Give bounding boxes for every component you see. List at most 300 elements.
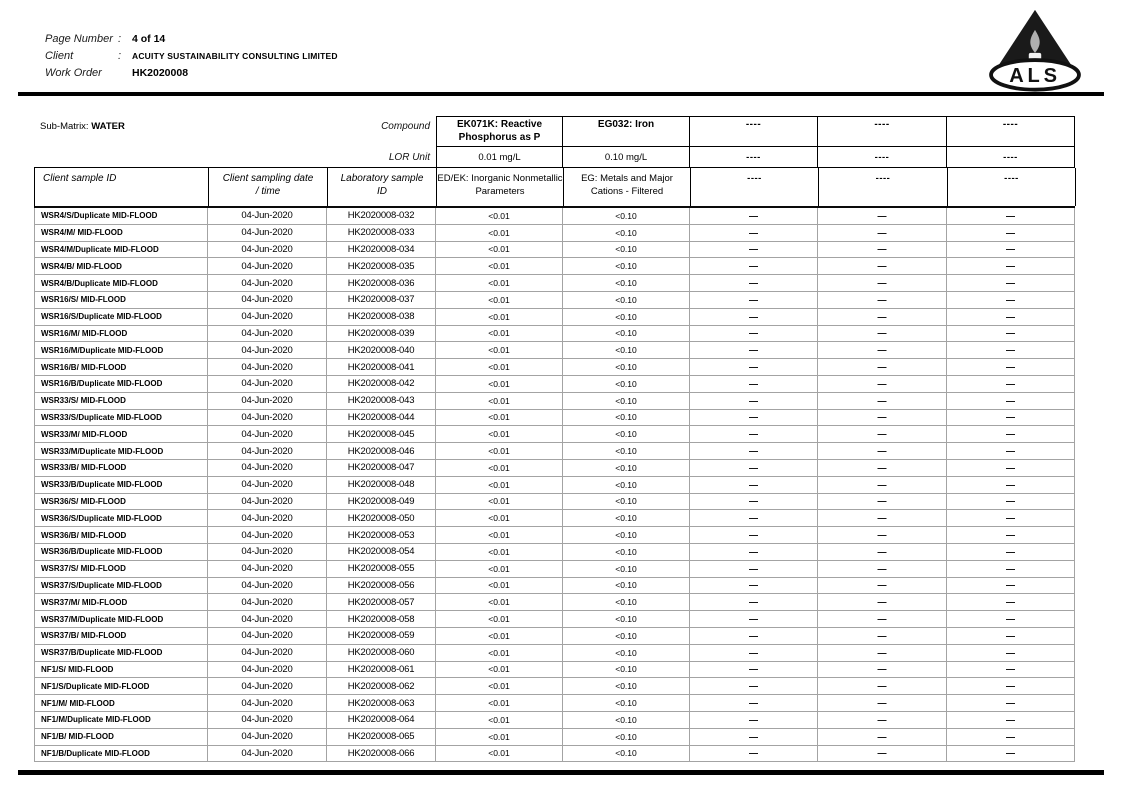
sampling-date-cell: 04-Jun-2020 <box>208 594 327 610</box>
value-cell: <0.10 <box>563 426 690 442</box>
sampling-date-cell: 04-Jun-2020 <box>208 611 327 627</box>
lab-sample-id-cell: HK2020008-058 <box>327 611 436 627</box>
value-cell: — <box>947 628 1075 644</box>
sampling-date-cell: 04-Jun-2020 <box>208 494 327 510</box>
value-cell: — <box>818 729 947 745</box>
compound-header-row <box>34 116 1075 147</box>
value-cell: — <box>690 460 818 476</box>
client-sample-id-cell: WSR16/B/Duplicate MID-FLOOD <box>35 376 208 392</box>
lab-sample-id-cell: HK2020008-032 <box>327 208 436 224</box>
value-cell: — <box>818 460 947 476</box>
value-cell: <0.01 <box>436 275 563 291</box>
value-cell: <0.01 <box>436 527 563 543</box>
sampling-date-cell: 04-Jun-2020 <box>208 443 327 459</box>
sampling-date-header <box>209 168 328 206</box>
value-cell: <0.01 <box>436 494 563 510</box>
value-cell: — <box>947 561 1075 577</box>
value-cell: — <box>818 410 947 426</box>
value-cell: <0.10 <box>563 292 690 308</box>
sampling-date-cell: 04-Jun-2020 <box>208 242 327 258</box>
value-cell: — <box>818 242 947 258</box>
value-cell: — <box>818 376 947 392</box>
value-cell: — <box>818 695 947 711</box>
sampling-date-cell: 04-Jun-2020 <box>208 376 327 392</box>
value-cell: <0.01 <box>436 729 563 745</box>
client-sample-id-cell: WSR37/B/Duplicate MID-FLOOD <box>35 645 208 661</box>
header-divider-rule <box>18 92 1104 96</box>
sampling-date-cell: 04-Jun-2020 <box>208 544 327 560</box>
work-order-value: HK2020008 <box>132 67 189 79</box>
value-cell: — <box>818 527 947 543</box>
value-cell: — <box>690 594 818 610</box>
page-header <box>45 33 338 84</box>
value-cell: — <box>690 326 818 342</box>
lor-placeholder-cell: ---- <box>818 147 947 167</box>
method-group-cell: EG: Metals and Major Cations - Filtered <box>564 168 691 206</box>
value-cell: <0.01 <box>436 242 563 258</box>
work-order-row <box>45 67 338 84</box>
sampling-date-cell: 04-Jun-2020 <box>208 309 327 325</box>
lab-sample-id-cell: HK2020008-061 <box>327 662 436 678</box>
value-cell: <0.10 <box>563 729 690 745</box>
value-cell: <0.01 <box>436 292 563 308</box>
value-cell: — <box>690 678 818 694</box>
table-row <box>35 594 1075 611</box>
value-cell: — <box>690 729 818 745</box>
value-cell: — <box>947 645 1075 661</box>
value-cell: — <box>947 460 1075 476</box>
value-cell: <0.01 <box>436 309 563 325</box>
table-row <box>35 326 1075 343</box>
client-sample-id-cell: NF1/B/ MID-FLOOD <box>35 729 208 745</box>
client-sample-id-cell: WSR36/B/Duplicate MID-FLOOD <box>35 544 208 560</box>
value-cell: <0.10 <box>563 527 690 543</box>
value-cell: — <box>818 275 947 291</box>
value-cell: <0.10 <box>563 561 690 577</box>
sampling-date-cell: 04-Jun-2020 <box>208 477 327 493</box>
lab-sample-id-cell: HK2020008-041 <box>327 359 436 375</box>
value-cell: — <box>690 611 818 627</box>
value-cell: <0.10 <box>563 594 690 610</box>
value-cell: <0.10 <box>563 460 690 476</box>
value-cell: — <box>690 477 818 493</box>
client-sample-id-cell: WSR37/S/ MID-FLOOD <box>35 561 208 577</box>
value-cell: <0.01 <box>436 561 563 577</box>
lor-unit-row <box>34 147 1075 167</box>
value-cell: — <box>690 292 818 308</box>
table-row <box>35 611 1075 628</box>
value-cell: <0.01 <box>436 443 563 459</box>
lab-sample-id-cell: HK2020008-050 <box>327 510 436 526</box>
value-cell: <0.01 <box>436 410 563 426</box>
client-sample-id-cell: NF1/B/Duplicate MID-FLOOD <box>35 746 208 762</box>
client-sample-id-cell: WSR33/S/Duplicate MID-FLOOD <box>35 410 208 426</box>
table-row <box>35 561 1075 578</box>
table-row <box>35 645 1075 662</box>
value-cell: <0.01 <box>436 695 563 711</box>
table-row <box>35 662 1075 679</box>
lab-sample-id-cell: HK2020008-044 <box>327 410 436 426</box>
value-cell: <0.10 <box>563 309 690 325</box>
value-cell: <0.01 <box>436 510 563 526</box>
lab-sample-id-cell: HK2020008-049 <box>327 494 436 510</box>
sampling-date-cell: 04-Jun-2020 <box>208 359 327 375</box>
table-row <box>35 225 1075 242</box>
value-cell: — <box>818 645 947 661</box>
sampling-date-cell: 04-Jun-2020 <box>208 510 327 526</box>
value-cell: — <box>690 258 818 274</box>
value-cell: — <box>690 225 818 241</box>
sampling-date-cell: 04-Jun-2020 <box>208 729 327 745</box>
lab-sample-id-cell: HK2020008-048 <box>327 477 436 493</box>
value-cell: <0.01 <box>436 611 563 627</box>
value-cell: <0.01 <box>436 746 563 762</box>
table-row <box>35 292 1075 309</box>
value-cell: — <box>818 662 947 678</box>
lor-cell: 0.10 mg/L <box>563 147 690 167</box>
als-logo-text: ALS <box>1009 65 1061 88</box>
table-row <box>35 426 1075 443</box>
value-cell: — <box>947 611 1075 627</box>
lab-sample-id-cell: HK2020008-038 <box>327 309 436 325</box>
sampling-date-cell: 04-Jun-2020 <box>208 695 327 711</box>
value-cell: <0.10 <box>563 611 690 627</box>
client-sample-id-cell: WSR37/S/Duplicate MID-FLOOD <box>35 578 208 594</box>
table-row <box>35 393 1075 410</box>
client-sample-id-cell: NF1/S/ MID-FLOOD <box>35 662 208 678</box>
lab-sample-id-cell: HK2020008-037 <box>327 292 436 308</box>
value-cell: <0.01 <box>436 225 563 241</box>
client-sample-id-cell: WSR36/S/ MID-FLOOD <box>35 494 208 510</box>
table-row <box>35 342 1075 359</box>
sampling-date-cell: 04-Jun-2020 <box>208 426 327 442</box>
lab-sample-id-cell: HK2020008-045 <box>327 426 436 442</box>
sub-matrix-label <box>40 121 125 132</box>
table-row <box>35 242 1075 259</box>
column-header-row <box>34 167 1075 208</box>
value-cell: <0.01 <box>436 460 563 476</box>
value-cell: — <box>818 477 947 493</box>
sampling-date-cell: 04-Jun-2020 <box>208 326 327 342</box>
client-sample-id-cell: WSR33/B/Duplicate MID-FLOOD <box>35 477 208 493</box>
value-cell: — <box>818 359 947 375</box>
sampling-date-cell: 04-Jun-2020 <box>208 678 327 694</box>
value-cell: <0.10 <box>563 510 690 526</box>
value-cell: — <box>818 225 947 241</box>
value-cell: — <box>690 527 818 543</box>
table-body <box>34 208 1075 762</box>
table-row <box>35 578 1075 595</box>
value-cell: — <box>818 326 947 342</box>
value-cell: <0.10 <box>563 242 690 258</box>
value-cell: — <box>818 510 947 526</box>
value-cell: <0.10 <box>563 326 690 342</box>
client-value: ACUITY SUSTAINABILITY CONSULTING LIMITED <box>132 51 338 61</box>
lab-sample-header-line2: ID <box>377 186 387 197</box>
lab-sample-id-cell: HK2020008-043 <box>327 393 436 409</box>
value-cell: — <box>690 494 818 510</box>
sampling-date-cell: 04-Jun-2020 <box>208 628 327 644</box>
sampling-date-cell: 04-Jun-2020 <box>208 645 327 661</box>
sampling-date-cell: 04-Jun-2020 <box>208 225 327 241</box>
value-cell: — <box>947 494 1075 510</box>
sampling-date-cell: 04-Jun-2020 <box>208 292 327 308</box>
value-cell: — <box>690 746 818 762</box>
value-cell: <0.10 <box>563 746 690 762</box>
value-cell: — <box>818 443 947 459</box>
value-cell: — <box>947 578 1075 594</box>
page-number-row <box>45 33 338 50</box>
lab-sample-id-cell: HK2020008-034 <box>327 242 436 258</box>
client-row <box>45 50 338 67</box>
lab-sample-id-cell: HK2020008-046 <box>327 443 436 459</box>
lab-sample-id-cell: HK2020008-060 <box>327 645 436 661</box>
lor-placeholder-cell: ---- <box>947 147 1075 167</box>
value-cell: <0.10 <box>563 208 690 224</box>
value-cell: — <box>947 309 1075 325</box>
value-cell: — <box>690 645 818 661</box>
value-cell: — <box>947 662 1075 678</box>
value-cell: <0.10 <box>563 225 690 241</box>
value-cell: <0.01 <box>436 326 563 342</box>
value-cell: — <box>690 242 818 258</box>
value-cell: <0.10 <box>563 494 690 510</box>
table-row <box>35 376 1075 393</box>
client-sample-id-cell: WSR33/B/ MID-FLOOD <box>35 460 208 476</box>
value-cell: — <box>947 729 1075 745</box>
sampling-date-cell: 04-Jun-2020 <box>208 410 327 426</box>
value-cell: — <box>818 678 947 694</box>
table-row <box>35 678 1075 695</box>
table-row <box>35 746 1075 763</box>
value-cell: <0.10 <box>563 258 690 274</box>
value-cell: — <box>947 258 1075 274</box>
value-cell: — <box>690 712 818 728</box>
colon: : <box>118 50 122 62</box>
colon: : <box>118 33 122 45</box>
value-cell: <0.10 <box>563 578 690 594</box>
value-cell: — <box>947 342 1075 358</box>
value-cell: — <box>947 426 1075 442</box>
table-row <box>35 695 1075 712</box>
client-sample-id-cell: WSR4/M/Duplicate MID-FLOOD <box>35 242 208 258</box>
value-cell: — <box>690 309 818 325</box>
value-cell: <0.01 <box>436 662 563 678</box>
value-cell: <0.01 <box>436 594 563 610</box>
client-sample-id-cell: WSR16/S/ MID-FLOOD <box>35 292 208 308</box>
value-cell: <0.01 <box>436 258 563 274</box>
lab-sample-id-cell: HK2020008-065 <box>327 729 436 745</box>
value-cell: — <box>690 544 818 560</box>
sampling-date-cell: 04-Jun-2020 <box>208 342 327 358</box>
value-cell: — <box>818 578 947 594</box>
lab-sample-id-cell: HK2020008-062 <box>327 678 436 694</box>
value-cell: — <box>690 410 818 426</box>
value-cell: — <box>947 359 1075 375</box>
lab-sample-header-line1: Laboratory sample <box>340 173 424 184</box>
value-cell: <0.10 <box>563 477 690 493</box>
sampling-date-header-line1: Client sampling date <box>222 173 314 184</box>
sampling-date-cell: 04-Jun-2020 <box>208 527 327 543</box>
lab-sample-id-cell: HK2020008-059 <box>327 628 436 644</box>
value-cell: <0.01 <box>436 678 563 694</box>
value-cell: — <box>818 292 947 308</box>
sampling-date-cell: 04-Jun-2020 <box>208 662 327 678</box>
table-row <box>35 477 1075 494</box>
lab-sample-id-cell: HK2020008-064 <box>327 712 436 728</box>
value-cell: — <box>690 275 818 291</box>
lab-sample-id-cell: HK2020008-035 <box>327 258 436 274</box>
value-cell: — <box>947 326 1075 342</box>
lor-unit-label: LOR Unit <box>388 151 430 163</box>
client-sample-id-cell: WSR16/M/Duplicate MID-FLOOD <box>35 342 208 358</box>
value-cell: <0.10 <box>563 628 690 644</box>
value-cell: — <box>818 746 947 762</box>
value-cell: — <box>947 393 1075 409</box>
sampling-date-cell: 04-Jun-2020 <box>208 275 327 291</box>
value-cell: — <box>690 578 818 594</box>
lab-sample-id-cell: HK2020008-047 <box>327 460 436 476</box>
results-table <box>34 116 1075 762</box>
value-cell: — <box>818 561 947 577</box>
client-sample-id-cell: WSR33/S/ MID-FLOOD <box>35 393 208 409</box>
table-row <box>35 527 1075 544</box>
client-sample-id-cell: WSR4/B/ MID-FLOOD <box>35 258 208 274</box>
client-sample-id-cell: WSR33/M/Duplicate MID-FLOOD <box>35 443 208 459</box>
compound-name-cell: EG032: Iron <box>563 116 690 147</box>
table-row <box>35 275 1075 292</box>
lab-sample-id-cell: HK2020008-056 <box>327 578 436 594</box>
client-sample-id-header: Client sample ID <box>35 168 209 206</box>
value-cell: — <box>947 410 1075 426</box>
method-group-cell: ED/EK: Inorganic Nonmetallic Parameters <box>437 168 564 206</box>
value-cell: — <box>947 477 1075 493</box>
value-cell: — <box>690 426 818 442</box>
value-cell: <0.01 <box>436 578 563 594</box>
table-row <box>35 410 1075 427</box>
client-sample-id-cell: WSR16/M/ MID-FLOOD <box>35 326 208 342</box>
value-cell: — <box>947 527 1075 543</box>
client-sample-id-cell: NF1/S/Duplicate MID-FLOOD <box>35 678 208 694</box>
client-sample-id-cell: NF1/M/Duplicate MID-FLOOD <box>35 712 208 728</box>
value-cell: — <box>690 510 818 526</box>
lab-sample-id-cell: HK2020008-039 <box>327 326 436 342</box>
client-label: Client <box>45 50 74 62</box>
value-cell: — <box>818 426 947 442</box>
sampling-date-cell: 04-Jun-2020 <box>208 712 327 728</box>
client-sample-id-cell: WSR4/S/Duplicate MID-FLOOD <box>35 208 208 224</box>
als-logo-icon <box>986 7 1084 93</box>
value-cell: — <box>690 561 818 577</box>
value-cell: — <box>947 544 1075 560</box>
sampling-date-header-line2: / time <box>255 186 281 197</box>
value-cell: — <box>947 376 1075 392</box>
value-cell: <0.10 <box>563 544 690 560</box>
client-sample-id-cell: NF1/M/ MID-FLOOD <box>35 695 208 711</box>
sampling-date-cell: 04-Jun-2020 <box>208 578 327 594</box>
sub-matrix-value: WATER <box>91 121 125 132</box>
value-cell: <0.10 <box>563 662 690 678</box>
lab-sample-id-cell: HK2020008-055 <box>327 561 436 577</box>
value-cell: — <box>947 678 1075 694</box>
value-cell: — <box>947 208 1075 224</box>
value-cell: — <box>947 225 1075 241</box>
value-cell: <0.01 <box>436 393 563 409</box>
table-row <box>35 443 1075 460</box>
value-cell: <0.01 <box>436 208 563 224</box>
compound-row-label: Compound <box>381 121 430 132</box>
client-sample-id-cell: WSR37/M/ MID-FLOOD <box>35 594 208 610</box>
lor-unit-label-cell <box>34 147 436 167</box>
lab-sample-id-cell: HK2020008-033 <box>327 225 436 241</box>
value-cell: <0.10 <box>563 712 690 728</box>
compound-placeholder-cell: ---- <box>947 116 1075 147</box>
method-placeholder-cell: ---- <box>948 168 1076 206</box>
value-cell: <0.01 <box>436 359 563 375</box>
value-cell: — <box>818 544 947 560</box>
sampling-date-cell: 04-Jun-2020 <box>208 258 327 274</box>
lab-sample-id-cell: HK2020008-054 <box>327 544 436 560</box>
value-cell: — <box>818 611 947 627</box>
value-cell: — <box>818 628 947 644</box>
sampling-date-cell: 04-Jun-2020 <box>208 208 327 224</box>
value-cell: — <box>818 393 947 409</box>
value-cell: <0.10 <box>563 393 690 409</box>
value-cell: — <box>818 342 947 358</box>
client-sample-id-cell: WSR4/M/ MID-FLOOD <box>35 225 208 241</box>
value-cell: — <box>690 208 818 224</box>
value-cell: <0.10 <box>563 275 690 291</box>
value-cell: <0.01 <box>436 645 563 661</box>
client-sample-id-cell: WSR36/B/ MID-FLOOD <box>35 527 208 543</box>
lab-sample-id-cell: HK2020008-042 <box>327 376 436 392</box>
client-sample-id-cell: WSR33/M/ MID-FLOOD <box>35 426 208 442</box>
value-cell: — <box>690 628 818 644</box>
value-cell: — <box>690 359 818 375</box>
table-row <box>35 544 1075 561</box>
table-row <box>35 208 1075 225</box>
client-sample-id-cell: WSR37/M/Duplicate MID-FLOOD <box>35 611 208 627</box>
lab-sample-id-cell: HK2020008-053 <box>327 527 436 543</box>
value-cell: — <box>818 594 947 610</box>
compound-placeholder-cell: ---- <box>818 116 947 147</box>
lab-sample-id-cell: HK2020008-036 <box>327 275 436 291</box>
compound-placeholder-cell: ---- <box>690 116 818 147</box>
method-placeholder-cell: ---- <box>691 168 819 206</box>
table-row <box>35 628 1075 645</box>
value-cell: <0.10 <box>563 695 690 711</box>
value-cell: — <box>690 695 818 711</box>
value-cell: <0.10 <box>563 359 690 375</box>
table-row <box>35 460 1075 477</box>
value-cell: — <box>818 712 947 728</box>
value-cell: <0.01 <box>436 712 563 728</box>
value-cell: — <box>690 443 818 459</box>
table-row <box>35 359 1075 376</box>
value-cell: <0.10 <box>563 443 690 459</box>
value-cell: — <box>947 510 1075 526</box>
sampling-date-cell: 04-Jun-2020 <box>208 460 327 476</box>
value-cell: — <box>818 208 947 224</box>
value-cell: <0.10 <box>563 376 690 392</box>
table-row <box>35 712 1075 729</box>
value-cell: — <box>690 393 818 409</box>
method-placeholder-cell: ---- <box>819 168 948 206</box>
table-row <box>35 494 1075 511</box>
value-cell: — <box>947 746 1075 762</box>
value-cell: <0.01 <box>436 628 563 644</box>
value-cell: — <box>947 292 1075 308</box>
